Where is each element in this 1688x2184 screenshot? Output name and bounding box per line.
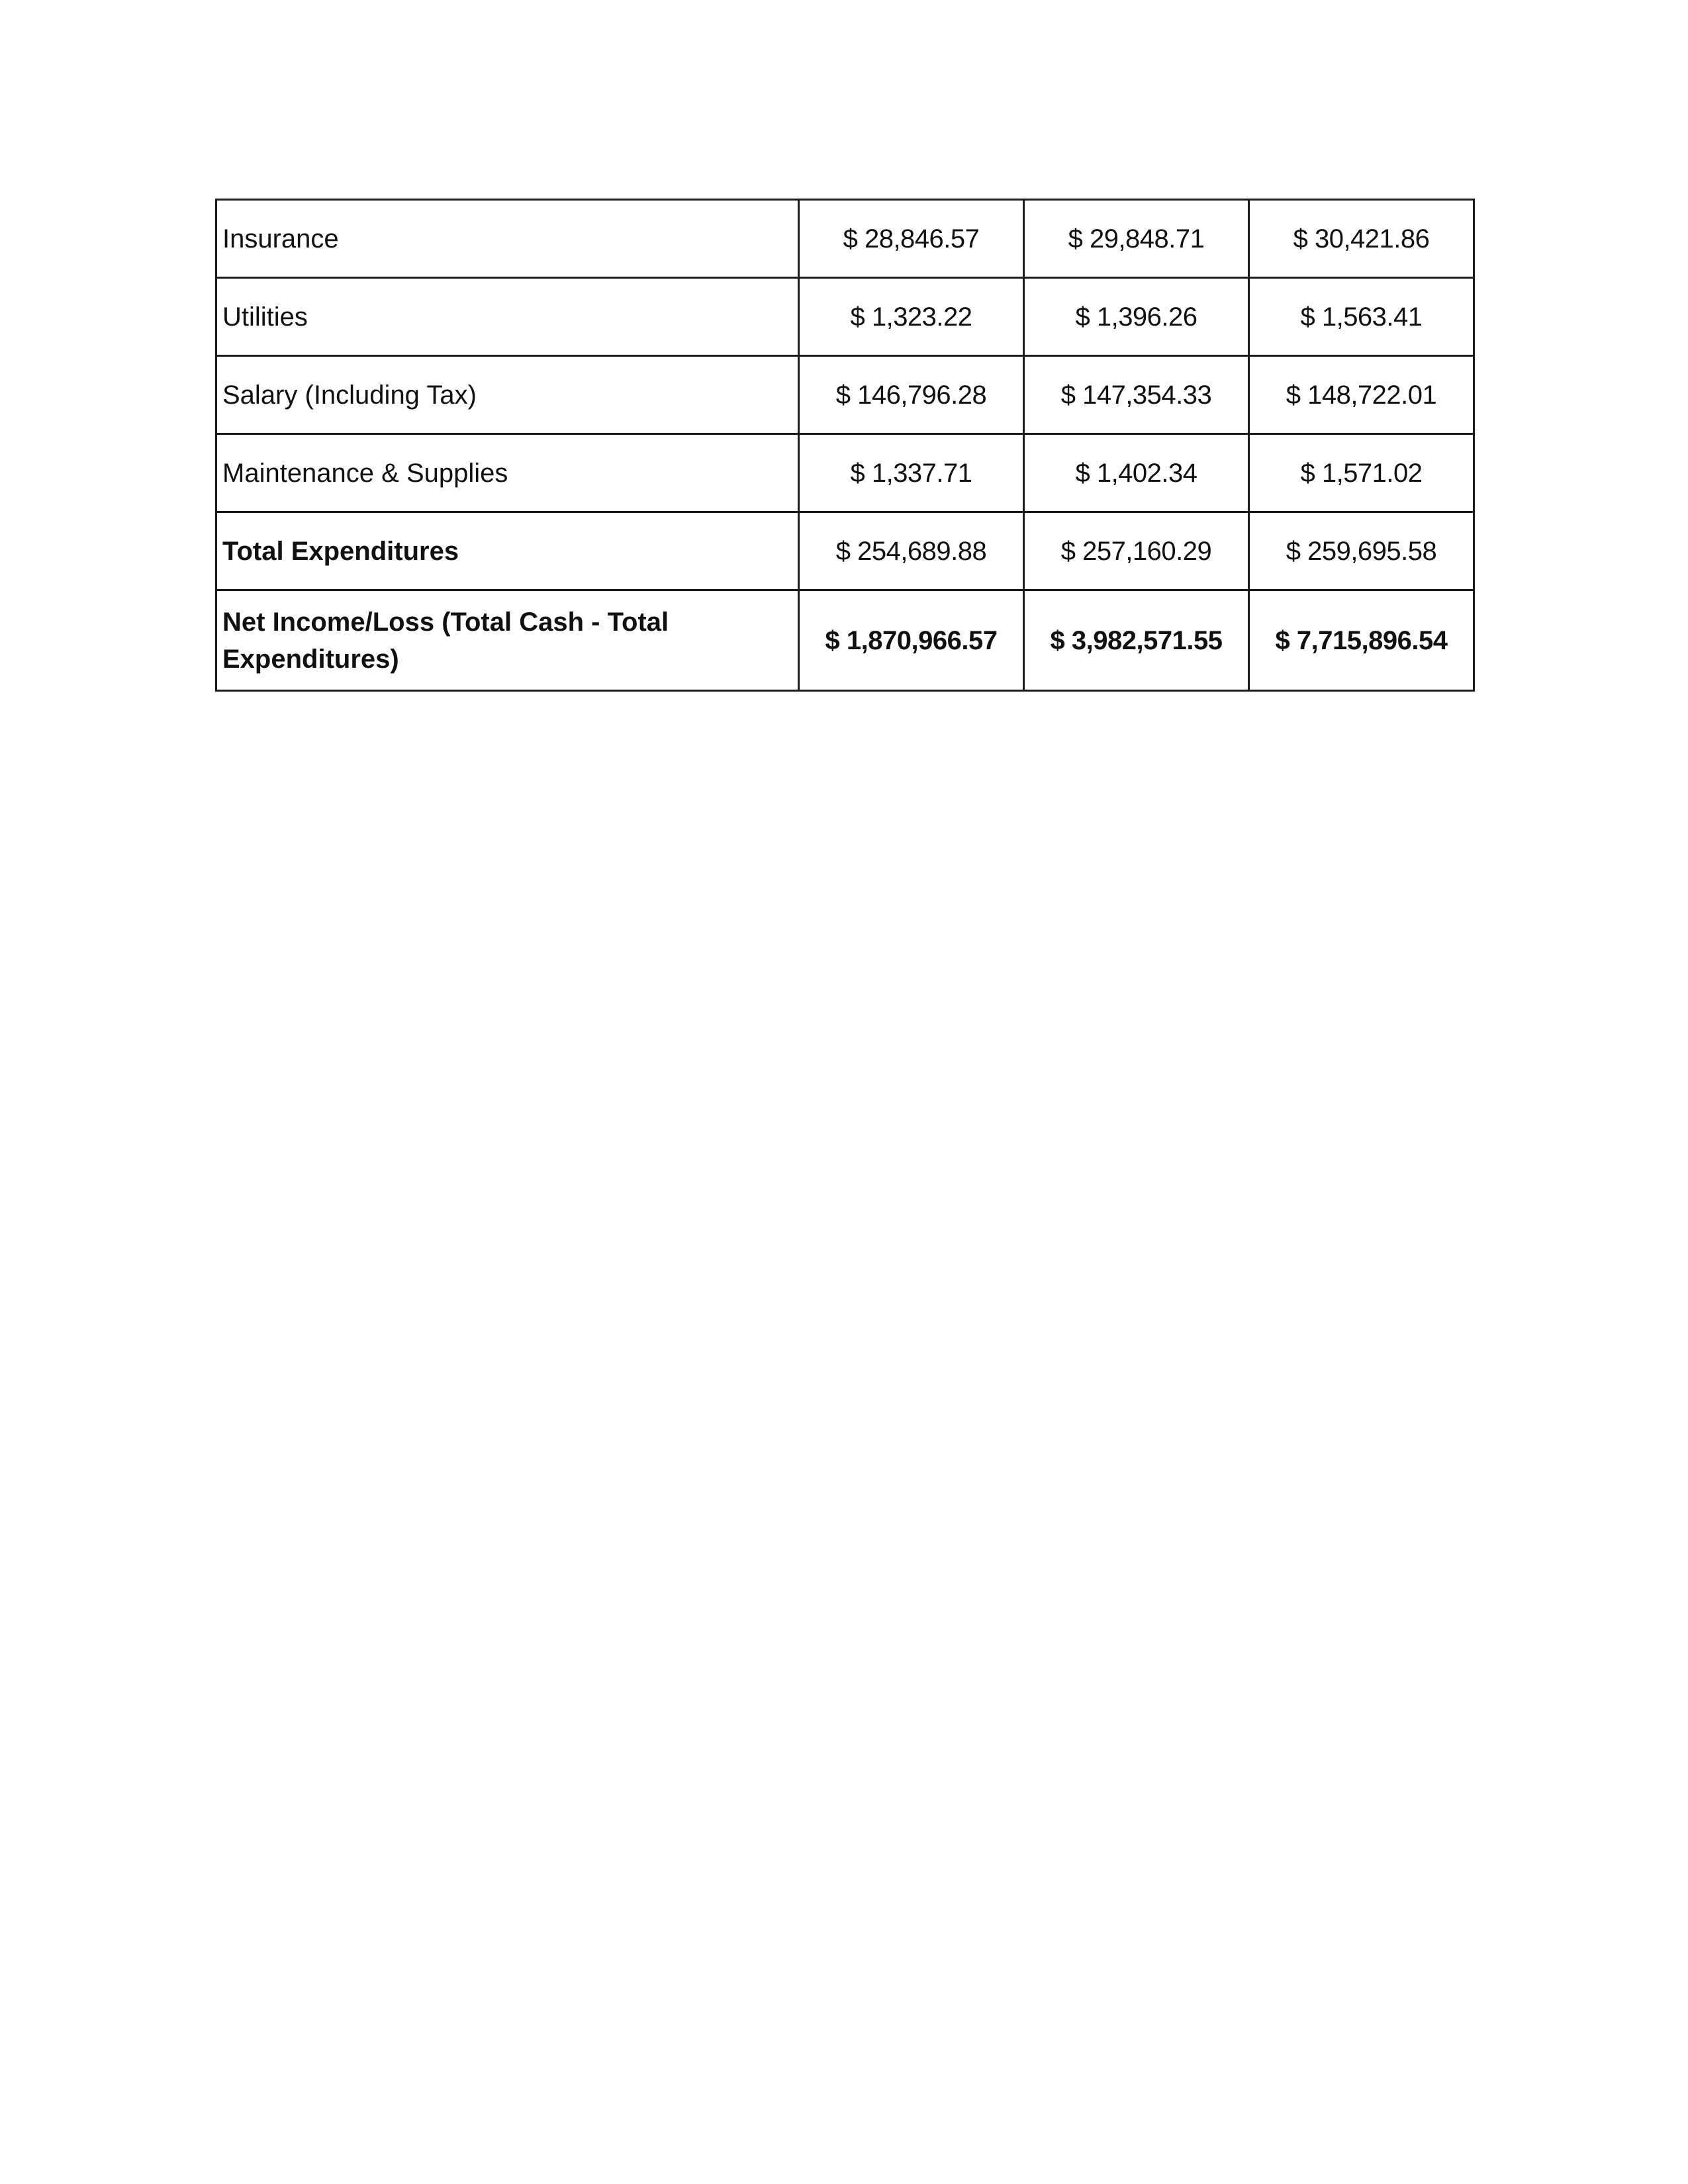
expenditures-table [215,199,1475,692]
row-label: Total Expenditures [216,512,799,590]
cell-value: $ 1,870,966.57 [799,590,1024,691]
cell-value: $ 146,796.28 [799,356,1024,434]
table-row-maintenance [216,434,1474,512]
cell-value: $ 29,848.71 [1024,200,1249,278]
cell-value: $ 257,160.29 [1024,512,1249,590]
table-row-insurance [216,200,1474,278]
table-row-total-expenditures [216,512,1474,590]
cell-value: $ 1,563.41 [1249,278,1474,356]
cell-value: $ 1,571.02 [1249,434,1474,512]
cell-value: $ 28,846.57 [799,200,1024,278]
cell-value: $ 1,396.26 [1024,278,1249,356]
cell-value: $ 254,689.88 [799,512,1024,590]
row-label: Utilities [216,278,799,356]
table-row-utilities [216,278,1474,356]
cell-value: $ 148,722.01 [1249,356,1474,434]
row-label: Salary (Including Tax) [216,356,799,434]
cell-value: $ 1,323.22 [799,278,1024,356]
cell-value: $ 1,337.71 [799,434,1024,512]
table-row-salary [216,356,1474,434]
table-row-net-income [216,590,1474,691]
cell-value: $ 3,982,571.55 [1024,590,1249,691]
row-label: Maintenance & Supplies [216,434,799,512]
row-label: Net Income/Loss (Total Cash - Total Expenditures) [216,590,799,691]
cell-value: $ 147,354.33 [1024,356,1249,434]
row-label: Insurance [216,200,799,278]
cell-value: $ 7,715,896.54 [1249,590,1474,691]
cell-value: $ 1,402.34 [1024,434,1249,512]
cell-value: $ 259,695.58 [1249,512,1474,590]
cell-value: $ 30,421.86 [1249,200,1474,278]
